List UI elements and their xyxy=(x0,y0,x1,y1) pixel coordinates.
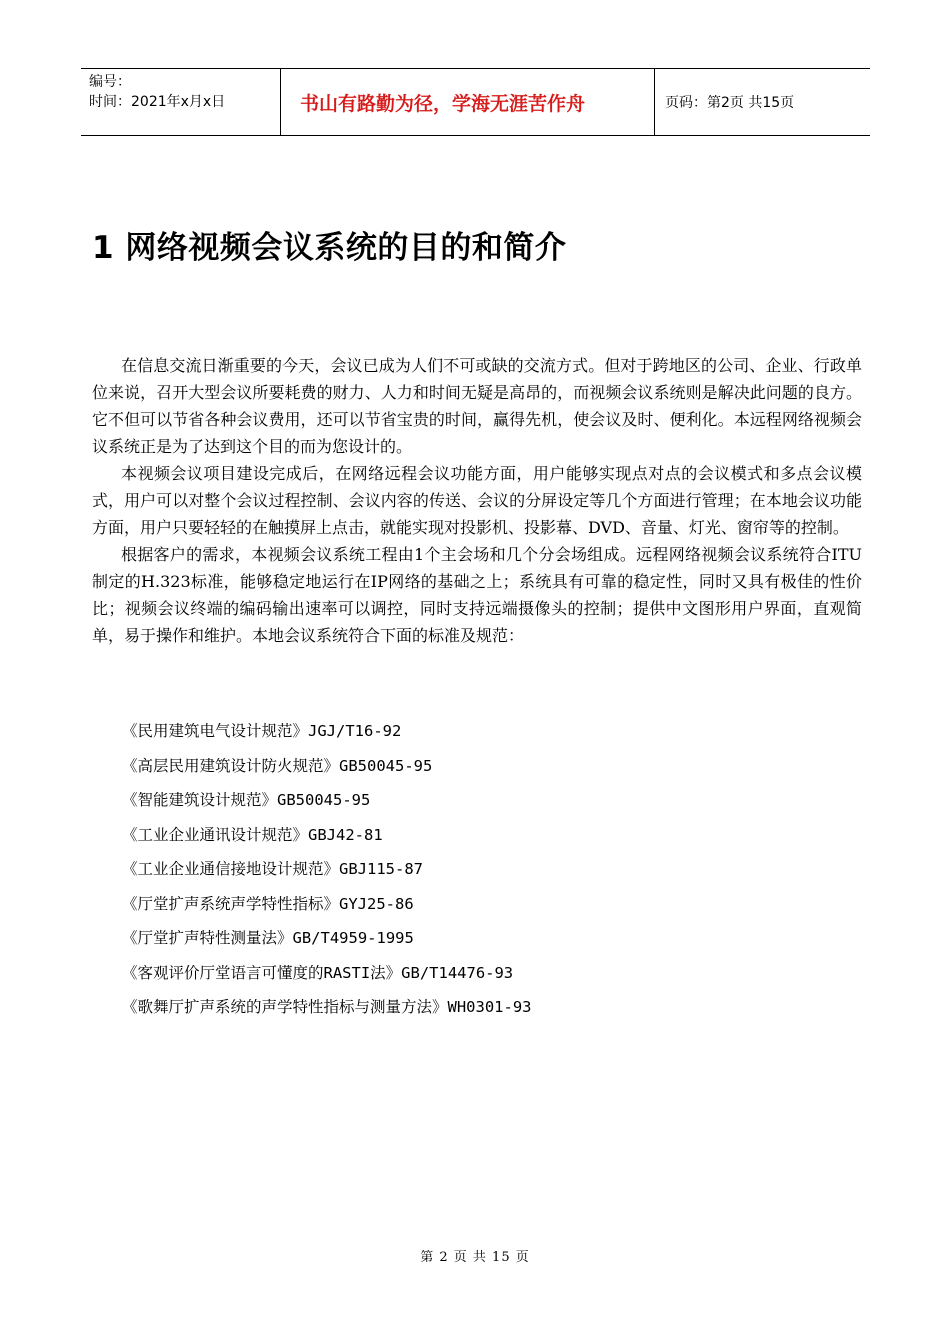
standard-item: 《智能建筑设计规范》GB50045-95 xyxy=(122,791,371,809)
page-footer: 第 2 页 共 15 页 xyxy=(420,1250,530,1265)
paragraph: 本视频会议项目建设完成后，在网络远程会议功能方面，用户能够实现点对点的会议模式和多点会议模式，用户可以对整个会议过程控制、会议内容的传送、会议的分屏设定等几个方面进行管理；在本地会议功能方面，用户只要轻轻的在触摸屏上点击，就能实现对投影机、投影幕、DVD、音量、灯光、窗帘等的控制。 xyxy=(92,464,862,537)
serial-number-label: 编号： xyxy=(89,74,131,90)
paragraph: 在信息交流日渐重要的今天，会议已成为人们不可或缺的交流方式。但对于跨地区的公司、企业、行政单位来说，召开大型会议所要耗费的财力、人力和时间无疑是高昂的，而视频会议系统则是解决此问题的良方。它不但可以节省各种会议费用，还可以节省宝贵的时间，赢得先机，使会议及时、便利化。本远程网络视频会议系统正是为了达到这个目的而为您设计的。 xyxy=(92,356,862,456)
date-label: 时间：2021年x月x日 xyxy=(89,94,226,110)
header-page-info: 页码：第2页 共15页 xyxy=(665,95,795,111)
standards-list xyxy=(122,714,532,1025)
standard-item: 《工业企业通信接地设计规范》GBJ115-87 xyxy=(122,860,423,878)
header-motto: 书山有路勤为径，学海无涯苦作舟 xyxy=(281,69,655,135)
standard-item: 《厅堂扩声系统声学特性指标》GYJ25-86 xyxy=(122,894,414,913)
body-text xyxy=(92,352,862,649)
page-header xyxy=(81,68,870,136)
standard-item: 《高层民用建筑设计防火规范》GB50045-95 xyxy=(122,756,433,775)
standard-item: 《厅堂扩声特性测量法》GB/T4959-1995 xyxy=(122,929,414,947)
paragraph: 根据客户的需求，本视频会议系统工程由1个主会场和几个分会场组成。远程网络视频会议系统符合ITU制定的H.323标准，能够稳定地运行在IP网络的基础之上；系统具有可靠的稳定性，同时又具有极佳的性价比；视频会议终端的编码输出速率可以调控，同时支持远端摄像头的控制；提供中文图形用户界面，直观简单，易于操作和维护。本地会议系统符合下面的标准及规范： xyxy=(92,545,862,645)
section-title: 1 网络视频会议系统的目的和简介 xyxy=(92,230,567,266)
standard-item: 《民用建筑电气设计规范》JGJ/T16-92 xyxy=(122,722,402,740)
standard-item: 《工业企业通讯设计规范》GBJ42-81 xyxy=(122,825,383,844)
header-meta xyxy=(81,69,281,135)
standard-item: 《客观评价厅堂语言可懂度的RASTI法》GB/T14476-93 xyxy=(122,963,514,982)
standard-item: 《歌舞厅扩声系统的声学特性指标与测量方法》WH0301-93 xyxy=(122,998,532,1016)
